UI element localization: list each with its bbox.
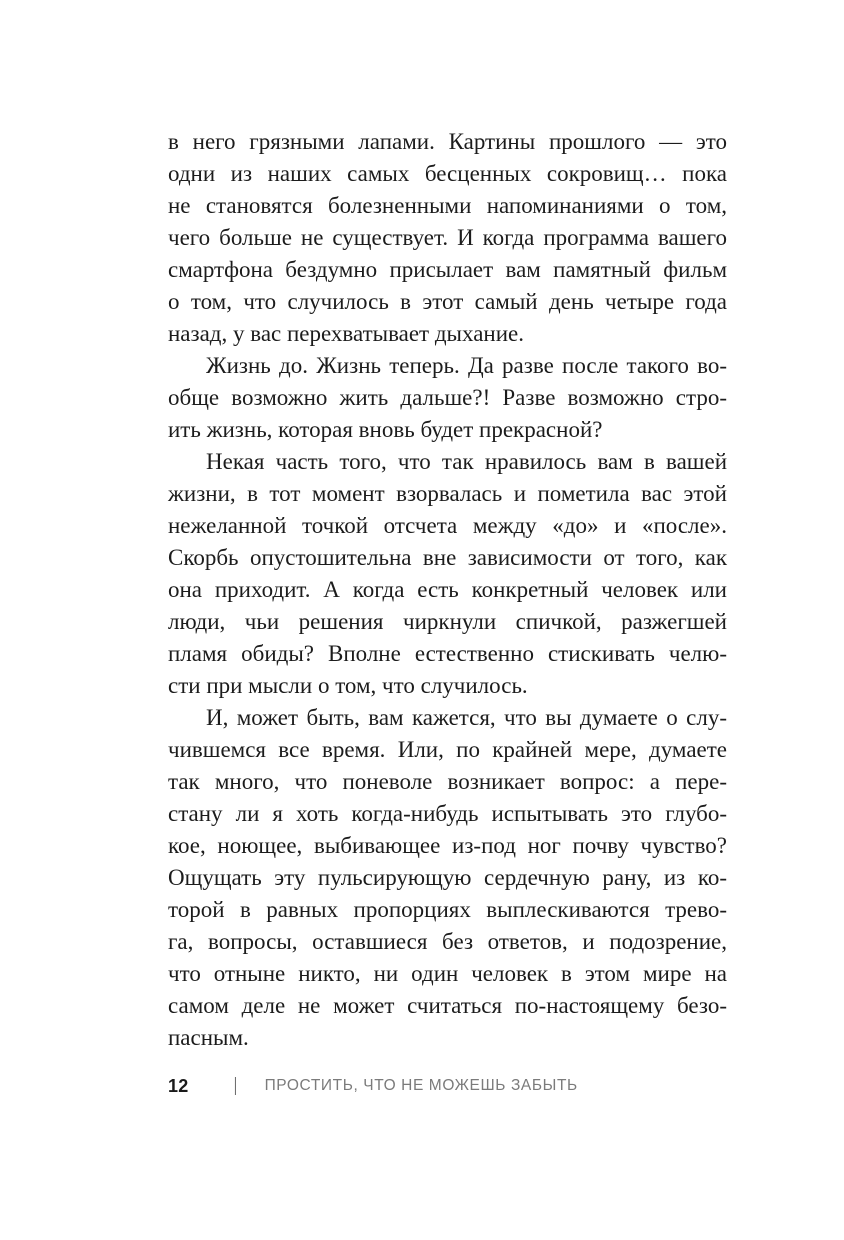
text-line: одни из наших самых бесценных сокровищ… пока: [168, 161, 727, 186]
text-line: смартфона бездумно присылает вам памятный фильм: [168, 257, 727, 282]
text-line: люди, чьи решения чиркнули спичкой, разжегшей: [168, 609, 727, 634]
text-line: чего больше не существует. И когда программа вашего: [168, 225, 727, 250]
paragraph: [168, 126, 727, 350]
page-number: 12: [168, 1075, 189, 1096]
paragraph: [168, 350, 727, 446]
text-line: чившемся все время. Или, по крайней мере, думаете: [168, 737, 727, 762]
text-line: И, может быть, вам кажется, что вы думаете о слу-: [206, 705, 727, 730]
text-line: пламя обиды? Вполне естественно стискивать челю-: [168, 641, 727, 666]
text-line: пасным.: [168, 1025, 249, 1050]
page-text: [168, 126, 727, 1054]
text-line: жизни, в тот момент взорвалась и пометила вас этой: [168, 481, 727, 506]
text-line: торой в равных пропорциях выплескиваются трево-: [168, 897, 727, 922]
text-line: не становятся болезненными напоминаниями о том,: [168, 193, 727, 218]
paragraph: [168, 446, 727, 702]
text-line: кое, ноющее, выбивающее из-под ног почву чувство?: [168, 833, 727, 858]
text-line: обще возможно жить дальше?! Разве возможно стро-: [168, 385, 727, 410]
text-line: о том, что случилось в этот самый день четыре года: [168, 289, 727, 314]
paragraph: [168, 702, 727, 1054]
text-line: Скорбь опустошительна вне зависимости от того, как: [168, 545, 727, 570]
text-line: самом деле не может считаться по-настоящему безо-: [168, 993, 727, 1018]
page-footer: [168, 1072, 727, 1100]
text-line: она приходит. А когда есть конкретный человек или: [168, 577, 727, 602]
footer-separator: |: [233, 1075, 237, 1096]
text-line: нежеланной точкой отсчета между «до» и «после».: [168, 513, 727, 538]
text-line: га, вопросы, оставшиеся без ответов, и подозрение,: [168, 929, 727, 954]
text-line: в него грязными лапами. Картины прошлого — это: [168, 129, 727, 154]
text-line: назад, у вас перехватывает дыхание.: [168, 321, 524, 346]
text-line: ить жизнь, которая вновь будет прекрасной?: [168, 417, 603, 442]
text-line: Жизнь до. Жизнь теперь. Да разве после такого во-: [206, 353, 727, 378]
text-line: что отныне никто, ни один человек в этом мире на: [168, 961, 727, 986]
text-line: так много, что поневоле возникает вопрос: а пере-: [168, 769, 727, 794]
text-line: сти при мысли о том, что случилось.: [168, 673, 528, 698]
running-title: ПРОСТИТЬ, ЧТО НЕ МОЖЕШЬ ЗАБЫТЬ: [264, 1077, 578, 1094]
text-line: Некая часть того, что так нравилось вам в вашей: [206, 449, 727, 474]
text-line: Ощущать эту пульсирующую сердечную рану, из ко-: [168, 865, 727, 890]
text-line: стану ли я хоть когда-нибудь испытывать это глубо-: [168, 801, 727, 826]
